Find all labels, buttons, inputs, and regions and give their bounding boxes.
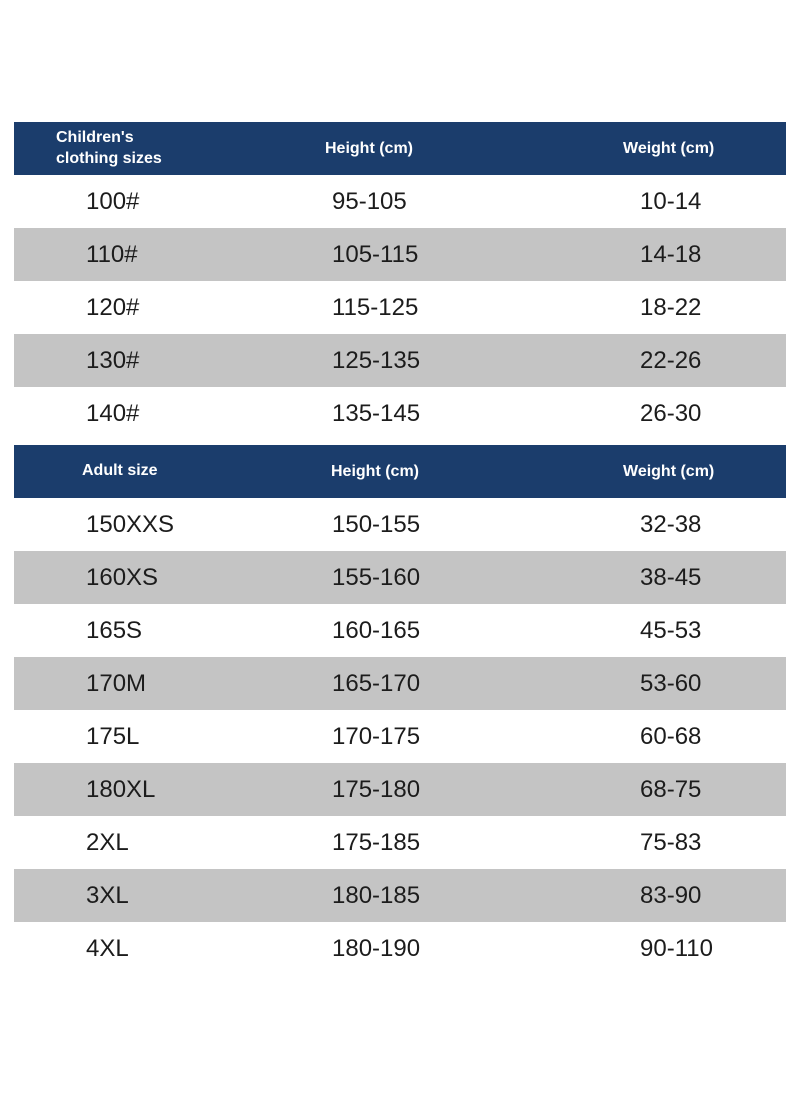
size-cell: 180XL: [86, 775, 156, 803]
height-cell: 105-115: [332, 240, 419, 268]
height-cell: 155-160: [332, 563, 421, 591]
weight-cell: 22-26: [640, 346, 702, 374]
weight-cell: 45-53: [640, 616, 702, 644]
weight-cell: 32-38: [640, 510, 702, 538]
children-size-column-header: [56, 122, 162, 175]
size-cell: 175L: [86, 722, 140, 750]
table-row: [14, 228, 786, 281]
height-cell: 180-190: [332, 934, 421, 962]
size-cell: 130#: [86, 346, 140, 374]
height-cell: 180-185: [332, 881, 421, 909]
height-cell: 95-105: [332, 187, 407, 215]
table-row: [14, 604, 786, 657]
weight-cell: 68-75: [640, 775, 702, 803]
height-cell: 125-135: [332, 346, 421, 374]
table-row: [14, 175, 786, 228]
size-cell: 165S: [86, 616, 143, 644]
children-size-header-line1: Children's: [56, 128, 134, 146]
height-cell: 170-175: [332, 722, 421, 750]
height-cell: 135-145: [332, 399, 421, 427]
adult-table-header: [14, 445, 786, 498]
height-cell: 115-125: [332, 293, 419, 321]
size-cell: 100#: [86, 187, 140, 215]
table-row: [14, 657, 786, 710]
adult-size-column-header: Adult size: [82, 462, 158, 480]
weight-cell: 90-110: [640, 934, 713, 962]
weight-cell: 38-45: [640, 563, 702, 591]
size-cell: 110#: [86, 240, 138, 268]
size-cell: 120#: [86, 293, 140, 321]
height-cell: 175-185: [332, 828, 421, 856]
size-cell: 4XL: [86, 934, 129, 962]
size-cell: 3XL: [86, 881, 129, 909]
size-cell: 160XS: [86, 563, 159, 591]
size-cell: 170M: [86, 669, 147, 697]
weight-cell: 60-68: [640, 722, 702, 750]
table-row: [14, 922, 786, 975]
weight-cell: 83-90: [640, 881, 702, 909]
height-cell: 165-170: [332, 669, 421, 697]
table-row: [14, 869, 786, 922]
adult-weight-column-header: Weight (cm): [623, 462, 715, 480]
children-size-header-line2: clothing sizes: [56, 149, 162, 167]
children-table-header: [14, 122, 786, 175]
weight-cell: 18-22: [640, 293, 702, 321]
adult-size-table: [14, 445, 786, 975]
children-height-column-header: Height (cm): [325, 139, 413, 157]
height-cell: 150-155: [332, 510, 421, 538]
table-row: [14, 551, 786, 604]
children-size-table: [14, 122, 786, 440]
weight-cell: 75-83: [640, 828, 702, 856]
size-cell: 2XL: [86, 828, 129, 856]
table-row: [14, 763, 786, 816]
size-cell: 150XXS: [86, 510, 175, 538]
table-row: [14, 710, 786, 763]
size-cell: 140#: [86, 399, 140, 427]
weight-cell: 10-14: [640, 187, 702, 215]
adult-height-column-header: Height (cm): [331, 462, 419, 480]
height-cell: 175-180: [332, 775, 421, 803]
weight-cell: 26-30: [640, 399, 702, 427]
height-cell: 160-165: [332, 616, 421, 644]
table-row: [14, 334, 786, 387]
weight-cell: 53-60: [640, 669, 702, 697]
weight-cell: 14-18: [640, 240, 702, 268]
table-row: [14, 816, 786, 869]
table-row: [14, 387, 786, 440]
table-row: [14, 498, 786, 551]
table-row: [14, 281, 786, 334]
children-weight-column-header: Weight (cm): [623, 139, 715, 157]
